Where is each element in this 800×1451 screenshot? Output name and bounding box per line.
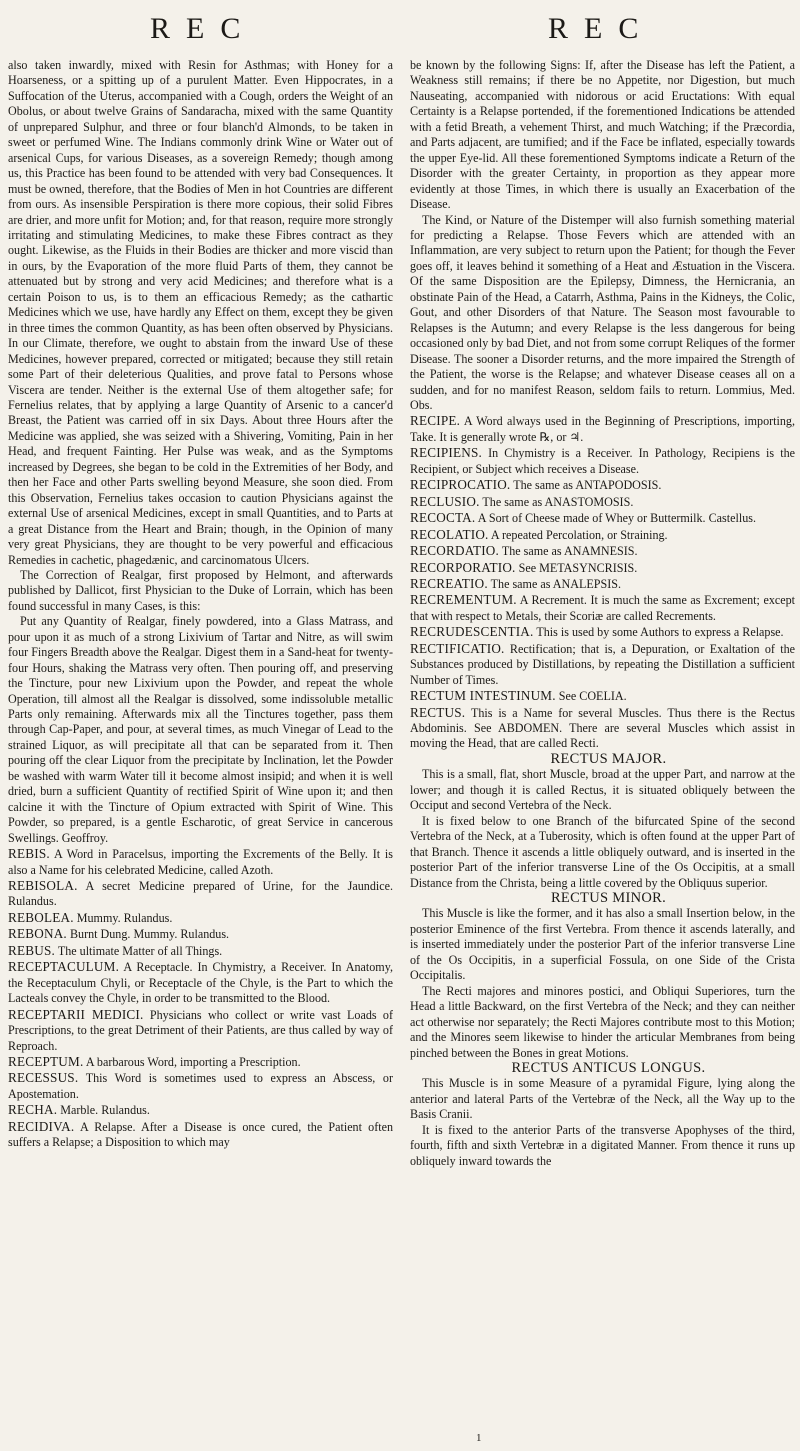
body-paragraph: This is a small, flat, short Muscle, broad at the upper Part, and narrow at the lower; and though it is called Rectus, it is situated obliquely between the Occiput and second Vertebra of the Neck. xyxy=(410,767,795,813)
entry-definition: A secret Medicine prepared of Urine, for the Jaundice. Rulandus. xyxy=(8,879,393,909)
dictionary-entry xyxy=(410,592,795,624)
entry-definition: Rectification; that is, a Depuration, or Exaltation of the Substances produced by Distillations, by repeating the Distillation a sufficient Number of Times. xyxy=(410,641,795,687)
dictionary-entry xyxy=(410,560,795,576)
running-head-left: REC xyxy=(150,12,257,45)
dictionary-entry xyxy=(410,527,795,543)
dictionary-entry xyxy=(410,477,795,493)
entry-headword: RECREMENTUM. xyxy=(410,592,517,608)
body-paragraph: This Muscle is like the former, and it has also a small Insertion below, in the posterior Eminence of the first Vertebra. From thence it ascends laterally, and is inserted immediately under the posterior Part of the inferior transverse Line of the Os Occipitis, in a superficial Fossula, on one Side of the Crista Occipitalis. xyxy=(410,906,795,983)
body-paragraph: be known by the following Signs: If, after the Disease has left the Patient, a Weakness still remains; if there be no Appetite, nor Digestion, but much Nauseating, accompanied with nidorous or acid Eructations: With equal Certainty is a Relapse portended, if the forementioned Indications be attended with a fetid Breath, a vehement Thirst, and much Watching; if the Præcordia, and Parts adjacent, are tumified; and if the Face be inflated, especially towards the upper Eye-lid. All these forementioned Symptoms indicate a Return of the Disorder with the greater Certainty, in proportion as they appear more evidently at those Times, in which there is usually an Exacerbation of the Disease. xyxy=(410,58,795,212)
entry-headword: RECTUM INTESTINUM. xyxy=(410,688,556,704)
section-heading: RECTUS ANTICUS LONGUS. xyxy=(511,1060,706,1076)
body-paragraph: The Recti majores and minores postici, and Obliqui Superiores, turn the Head a little Backward, on the first Vertebra of the Neck; and they can neither act otherwise nor separately; the Recti Majores contribute most to this Motion; and the Minores seem likewise to hinder the articular Membranes from being pinched between the Bones in great Motions. xyxy=(410,983,795,1060)
entry-definition: See COELIA. xyxy=(558,689,627,704)
entry-definition: The ultimate Matter of all Things. xyxy=(57,943,223,958)
right-column xyxy=(410,58,795,1428)
entry-definition: A Receptacle. In Chymistry, a Receiver. In Anatomy, the Receptaculum Chyli, or Receptacle of the Chyle, is the Part to which the Lacteals convey the Chyle, in order to be transmitted to the Blood. xyxy=(8,960,393,1006)
dictionary-entry xyxy=(8,1070,393,1102)
body-paragraph: It is fixed to the anterior Parts of the transverse Apophyses of the third, fourth, fifth and sixth Vertebræ in a digitated Manner. From thence it runs up obliquely inward towards the xyxy=(410,1122,795,1168)
signature-mark: 1 xyxy=(476,1432,482,1444)
entry-headword: RECLUSIO. xyxy=(410,493,480,509)
entry-headword: RECOLATIO. xyxy=(410,526,489,542)
entry-headword: RECESSUS. xyxy=(8,1070,79,1086)
dictionary-entry xyxy=(410,445,795,477)
entry-headword: RECIDIVA. xyxy=(8,1118,75,1134)
entry-definition: A Relapse. After a Disease is once cured, the Patient often suffers a Relapse; a Disposition to which may xyxy=(8,1119,393,1150)
entry-headword: REBOLEA. xyxy=(8,909,74,925)
dictionary-entry xyxy=(8,926,393,942)
entry-definition: Marble. Rulandus. xyxy=(60,1103,150,1118)
entry-headword: RECIPE. xyxy=(410,413,461,429)
section-heading: RECTUS MAJOR. xyxy=(550,750,667,767)
entry-definition: Burnt Dung. Mummy. Rulandus. xyxy=(69,927,230,942)
body-paragraph: It is fixed below to one Branch of the bifurcated Spine of the second Vertebra of the Neck, at a Tuberosity, which is often found at the upper Part of that Branch. Thence it ascends a little obliquely outward, and is inserted in the posterior Part of the inferior transverse Line of the Os Occipitis, at a small Distance from the Christa, being a little covered by the Obliquus superior. xyxy=(410,813,795,890)
entry-definition: Mummy. Rulandus. xyxy=(76,910,173,925)
dictionary-entry xyxy=(8,1054,393,1070)
entry-headword: RECOCTA. xyxy=(410,510,476,526)
dictionary-entry xyxy=(8,1102,393,1118)
dictionary-entry xyxy=(410,413,795,445)
dictionary-entry xyxy=(410,688,795,704)
body-paragraph: also taken inwardly, mixed with Resin for Asthmas; with Honey for a Hoarseness, or a spitting up of a purulent Matter. Even Hippocrates, in a Suffocation of the Uterus, accompanied with a Cough, orders the Weight of an Obolus, or about twelve Grains of Sandaracha, mixed with the same Quantity of unprepared Sulphur, and three or four blanch'd Almonds, to be taken in sweet or perfumed Wine. The Indians commonly drink Wine or Water out of arsenical Cups, for various Diseases, as a sovereign Remedy; though among us, this Practice has been found to be attended with very bad Consequences. It must be owned, therefore, that the Bodies of Men in hot Countries are different from ours. As insensible Perspiration is there more copious, their solid Fibres are drier, and more unfit for Motion; and, for that reason, require more strongly irritating and stimulating Medicines, to make these Fibres contract as they ought. Likewise, as the Fluids in their Bodies are thicker and more viscid than in ours, by the Evaporation of the more fluid Parts of them, they cannot be attenuated but by strong and very acid Medicines; and therefore what is a certain Poison to us, is to them an efficacious Remedy; as the cathartic Medicines which we use, have hardly any Effect on them, except they be given in three times the common Quantity, as has been often observed by Physicians. In our Climate, therefore, we ought to abstain from the inward Use of these Medicines, however prepared, corrected or mitigated; because they still retain some Part of their deleterious Qualities, and prove fatal to Persons whose Viscera are tender. Neither is the external Use of them altogether safe; for Fernelius relates, that by applying a large Quantity of Arsenic to a cancer'd Breast, the Patient was carried off in six Days. About three Hours after the Medicine was applied, she was seized with a Shivering, Vomiting, Pain in her Head, and frequent Fainting. Her Pulse was weak, and as the Symptoms increased by Degrees, she began to be cold in the Extremities of her Body, and then her Face and other Parts swelling beyond Measure, she soon died. From this Observation, Fernelius takes occasion to caution Physicians against the external Use of arsenical Medicines, except in small Quantities, and to Parts at a great Distance from the Heart and Brain; though, in the Opinion of many very great Physicians, they are thought to be very powerful and efficacious Remedies in cachetic, phagedænic, and carcinomatous Ulcers. xyxy=(8,58,393,567)
dictionary-entry xyxy=(8,959,393,1006)
entry-headword: RECORPORATIO. xyxy=(410,559,516,575)
entry-definition: A barbarous Word, importing a Prescription. xyxy=(85,1055,301,1069)
body-paragraph: The Kind, or Nature of the Distemper will also furnish something material for predicting a Relapse. Those Fevers which are attended with an Inflammation, are very subject to return upon the Patient; for though the Fever goes off, it leaves behind it something of a Heat and Æstuation in the Viscera. Of the same Disposition are the Epilepsy, Dimness, the Hernicrania, an obstinate Pain of the Head, a Catarrh, Asthma, Pains in the Kidneys, the Colic, Gout, and other Disorders of that Nature. The Season most favourable to Relapses is the Autumn; and every Relapse is the less dangerous for being occasioned only by bad Diet, and not from some corrupt Reliques of the former Disease. The sooner a Disorder returns, and the more impaired the Strength of the Patient, the worse is the Relapse; and whatever Disease ceases all on a sudden, and for no manifest Reason, seldom fails to return. Lommius, Med. Obs. xyxy=(410,212,795,412)
entry-definition: See METASYNCRISIS. xyxy=(518,560,638,575)
entry-definition: The same as ANASTOMOSIS. xyxy=(482,494,634,509)
dictionary-entry xyxy=(410,494,795,510)
entry-headword: RECRUDESCENTIA. xyxy=(410,624,534,640)
entry-headword: REBUS. xyxy=(8,942,56,958)
entry-definition: This is used by some Authors to express a Relapse. xyxy=(536,625,784,640)
entry-headword: RECREATIO. xyxy=(410,575,488,591)
entry-definition: The same as ANTAPODOSIS. xyxy=(513,478,662,493)
dictionary-entry xyxy=(410,624,795,640)
entry-headword: RECEPTACULUM. xyxy=(8,959,120,975)
entry-headword: REBONA. xyxy=(8,926,67,942)
dictionary-entry xyxy=(410,641,795,688)
entry-headword: RECTIFICATIO. xyxy=(410,640,505,656)
dictionary-entry xyxy=(410,576,795,592)
dictionary-entry xyxy=(8,910,393,926)
dictionary-entry xyxy=(410,510,795,526)
dictionary-entry xyxy=(8,1119,393,1151)
running-head xyxy=(0,12,800,54)
entry-definition: The same as ANAMNESIS. xyxy=(501,544,638,559)
running-head-right: REC xyxy=(548,12,655,45)
dictionary-entry xyxy=(410,705,795,752)
dictionary-entry xyxy=(8,1007,393,1054)
dictionary-entry xyxy=(8,943,393,959)
entry-headword: RECIPROCATIO. xyxy=(410,477,511,493)
entry-headword: RECIPIENS. xyxy=(410,445,482,461)
dictionary-entry xyxy=(8,846,393,878)
left-column xyxy=(8,58,393,1428)
entry-definition: A Recrement. It is much the same as Excrement; except that with respect to Metals, their Scoriæ are called Recrements. xyxy=(410,593,795,623)
entry-headword: REBIS. xyxy=(8,846,50,862)
section-heading: RECTUS MINOR. xyxy=(550,890,667,907)
dictionary-entry xyxy=(410,543,795,559)
entry-definition: The same as ANALEPSIS. xyxy=(490,576,621,591)
body-paragraph: Put any Quantity of Realgar, finely powdered, into a Glass Matrass, and pour upon it as much of a strong Lixivium of Tartar and Nitre, as will swim four Fingers Breadth above the Realgar. Digest them in a Sand-heat for twenty-four Hours, shaking the Matrass very often. Then pouring off, and preserving the Tincture, pour new Lixivium upon the Powder, and repeat the whole Operation, till almost all the Realgar is dissolved, some indissoluble metallic Parts only remaining. Afterwards mix all the Tinctures together, pass them through Cap-Paper, and pour, at several times, as much Vinegar of Lead to the strained Liquor, as will precipitate all that can be separated from it. Then pouring off the clear Liquor from the precipitate by Inclination, let the Powder be washed with warm Water till it become almost insipid; and when it is well dried, burn a sufficient Quantity of rectified Spirit of Wine upon it; and then calcine it with the Tincture of Opium extracted with Spirit of Wine. This Powder, so prepared, is a gentle Escharotic, of great Service in cancerous Swellings. Geoffroy. xyxy=(8,614,393,845)
entry-definition: A repeated Percolation, or Straining. xyxy=(490,527,668,542)
body-paragraph: This Muscle is in some Measure of a pyramidal Figure, lying along the anterior and lateral Parts of the Vertebræ of the Neck, all the Way up to the Basis Cranii. xyxy=(410,1076,795,1122)
body-paragraph: The Correction of Realgar, first proposed by Helmont, and afterwards published by Dallicot, first Physician to the Duke of Lorrain, which has been found successful in many Cases, is this: xyxy=(8,567,393,613)
entry-headword: REBISOLA. xyxy=(8,878,78,894)
entry-headword: RECTUS. xyxy=(410,704,466,720)
entry-definition: This Word is sometimes used to express an Abscess, or Apostemation. xyxy=(8,1071,393,1101)
entry-headword: RECEPTARII MEDICI. xyxy=(8,1006,144,1022)
entry-definition: Physicians who collect or write vast Loads of Prescriptions, to the great Detriment of their Patients, are thus called by way of Reproach. xyxy=(8,1007,393,1053)
entry-definition: A Word in Paracelsus, importing the Excrements of the Belly. It is also a Name for his celebrated Medicine, called Azoth. xyxy=(8,847,393,877)
entry-headword: RECHA. xyxy=(8,1102,58,1118)
entry-definition: A Sort of Cheese made of Whey or Buttermilk. Castellus. xyxy=(477,511,756,526)
entry-definition: A Word always used in the Beginning of Prescriptions, importing, Take. It is generally wrote ℞, or ♃. xyxy=(410,414,795,444)
entry-definition: This is a Name for several Muscles. Thus there is the Rectus Abdominis. See ABDOMEN. There are several Muscles which assist in moving the Head, that are called Recti. xyxy=(410,705,795,751)
entry-headword: RECEPTUM. xyxy=(8,1054,84,1069)
entry-headword: RECORDATIO. xyxy=(410,543,500,559)
entry-definition: In Chymistry is a Receiver. In Pathology, Recipiens is the Recipient, or Subject which receives a Disease. xyxy=(410,446,795,476)
dictionary-entry xyxy=(8,878,393,910)
